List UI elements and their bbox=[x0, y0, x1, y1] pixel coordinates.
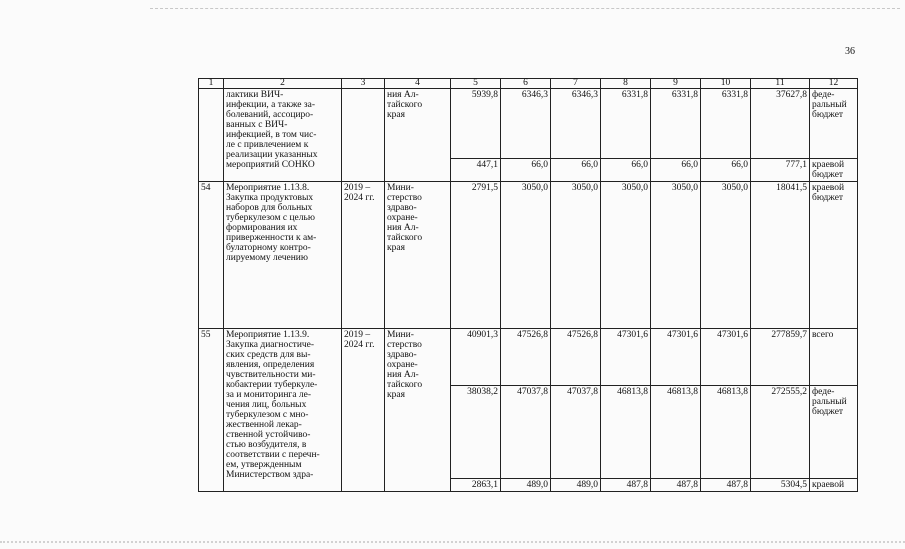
funding-source: краевой бюджет bbox=[810, 159, 858, 182]
table-row bbox=[199, 329, 858, 386]
header-cell: 2 bbox=[224, 79, 342, 89]
total-cell: 37627,8 bbox=[751, 89, 810, 159]
value-cell: 489,0 bbox=[551, 479, 601, 492]
header-cell: 12 bbox=[810, 79, 858, 89]
value-cell: 47301,6 bbox=[651, 329, 701, 386]
header-cell: 5 bbox=[451, 79, 501, 89]
funding-source: краевой бюджет bbox=[810, 182, 858, 329]
value-cell: 2863,1 bbox=[451, 479, 501, 492]
header-cell: 9 bbox=[651, 79, 701, 89]
value-cell: 3050,0 bbox=[551, 182, 601, 329]
value-cell: 46813,8 bbox=[701, 386, 751, 479]
table-header-row bbox=[199, 79, 858, 89]
value-cell: 46813,8 bbox=[651, 386, 701, 479]
table-row bbox=[199, 182, 858, 329]
total-cell: 272555,2 bbox=[751, 386, 810, 479]
funding-source: всего bbox=[810, 329, 858, 386]
value-cell: 489,0 bbox=[501, 479, 551, 492]
value-cell: 38038,2 bbox=[451, 386, 501, 479]
total-cell: 18041,5 bbox=[751, 182, 810, 329]
header-cell: 3 bbox=[342, 79, 385, 89]
value-cell: 487,8 bbox=[601, 479, 651, 492]
header-cell: 1 bbox=[199, 79, 224, 89]
value-cell: 66,0 bbox=[501, 159, 551, 182]
row-number: 55 bbox=[199, 329, 224, 492]
funding-source: феде- ральный бюджет bbox=[810, 386, 858, 479]
header-cell: 6 bbox=[501, 79, 551, 89]
period-cell: 2019 – 2024 гг. bbox=[342, 329, 385, 492]
period-cell: 2019 – 2024 гг. bbox=[342, 182, 385, 329]
value-cell: 5939,8 bbox=[451, 89, 501, 159]
value-cell: 47037,8 bbox=[551, 386, 601, 479]
value-cell: 2791,5 bbox=[451, 182, 501, 329]
value-cell: 47301,6 bbox=[601, 329, 651, 386]
total-cell: 277859,7 bbox=[751, 329, 810, 386]
row-number bbox=[199, 89, 224, 182]
value-cell: 66,0 bbox=[551, 159, 601, 182]
value-cell: 66,0 bbox=[601, 159, 651, 182]
period-cell bbox=[342, 89, 385, 182]
value-cell: 47526,8 bbox=[551, 329, 601, 386]
value-cell: 3050,0 bbox=[701, 182, 751, 329]
header-cell: 8 bbox=[601, 79, 651, 89]
scan-edge-bottom bbox=[0, 541, 905, 545]
total-cell: 5304,5 bbox=[751, 479, 810, 492]
header-cell: 4 bbox=[385, 79, 451, 89]
funding-source: краевой bbox=[810, 479, 858, 492]
value-cell: 6346,3 bbox=[501, 89, 551, 159]
value-cell: 6331,8 bbox=[701, 89, 751, 159]
measure-description: Мероприятие 1.13.9. Закупка диагностиче- ских средств для вы- явления, определения чувствительности ми- кобактерии туберкуле- за и мониторинга ле- чения лиц, больных туберкулезом с мно- жественной лекар- ственной устойчиво- стью возбудителя, в соответствии с перечн- ем, утвержденным Министерством здра- bbox=[224, 329, 342, 492]
program-table bbox=[198, 78, 858, 492]
value-cell: 46813,8 bbox=[601, 386, 651, 479]
value-cell: 3050,0 bbox=[501, 182, 551, 329]
executor-cell: Мини- стерство здраво- охране- ния Ал- тайского края bbox=[385, 329, 451, 492]
measure-description: Мероприятие 1.13.8. Закупка продуктовых наборов для больных туберкулезом с целью формирования их приверженности к ам- булаторному контро- лируемому лечению bbox=[224, 182, 342, 329]
executor-cell: Мини- стерство здраво- охране- ния Ал- тайского края bbox=[385, 182, 451, 329]
header-cell: 10 bbox=[701, 79, 751, 89]
measure-description: лактики ВИЧ- инфекции, а также за- болеваний, ассоциро- ванных с ВИЧ- инфекцией, в том чис- ле с привлечением к реализации указанных мероприятий СОНКО bbox=[224, 89, 342, 182]
page-number: 36 bbox=[845, 46, 855, 57]
value-cell: 3050,0 bbox=[651, 182, 701, 329]
value-cell: 66,0 bbox=[701, 159, 751, 182]
total-cell: 777,1 bbox=[751, 159, 810, 182]
value-cell: 6331,8 bbox=[601, 89, 651, 159]
value-cell: 3050,0 bbox=[601, 182, 651, 329]
value-cell: 6331,8 bbox=[651, 89, 701, 159]
scan-edge-top bbox=[150, 8, 900, 10]
table-row bbox=[199, 89, 858, 159]
value-cell: 47037,8 bbox=[501, 386, 551, 479]
row-number: 54 bbox=[199, 182, 224, 329]
value-cell: 6346,3 bbox=[551, 89, 601, 159]
value-cell: 47301,6 bbox=[701, 329, 751, 386]
value-cell: 47526,8 bbox=[501, 329, 551, 386]
value-cell: 447,1 bbox=[451, 159, 501, 182]
value-cell: 66,0 bbox=[651, 159, 701, 182]
header-cell: 11 bbox=[751, 79, 810, 89]
executor-cell: ния Ал- тайского края bbox=[385, 89, 451, 182]
header-cell: 7 bbox=[551, 79, 601, 89]
value-cell: 487,8 bbox=[651, 479, 701, 492]
value-cell: 40901,3 bbox=[451, 329, 501, 386]
value-cell: 487,8 bbox=[701, 479, 751, 492]
funding-source: феде- ральный бюджет bbox=[810, 89, 858, 159]
